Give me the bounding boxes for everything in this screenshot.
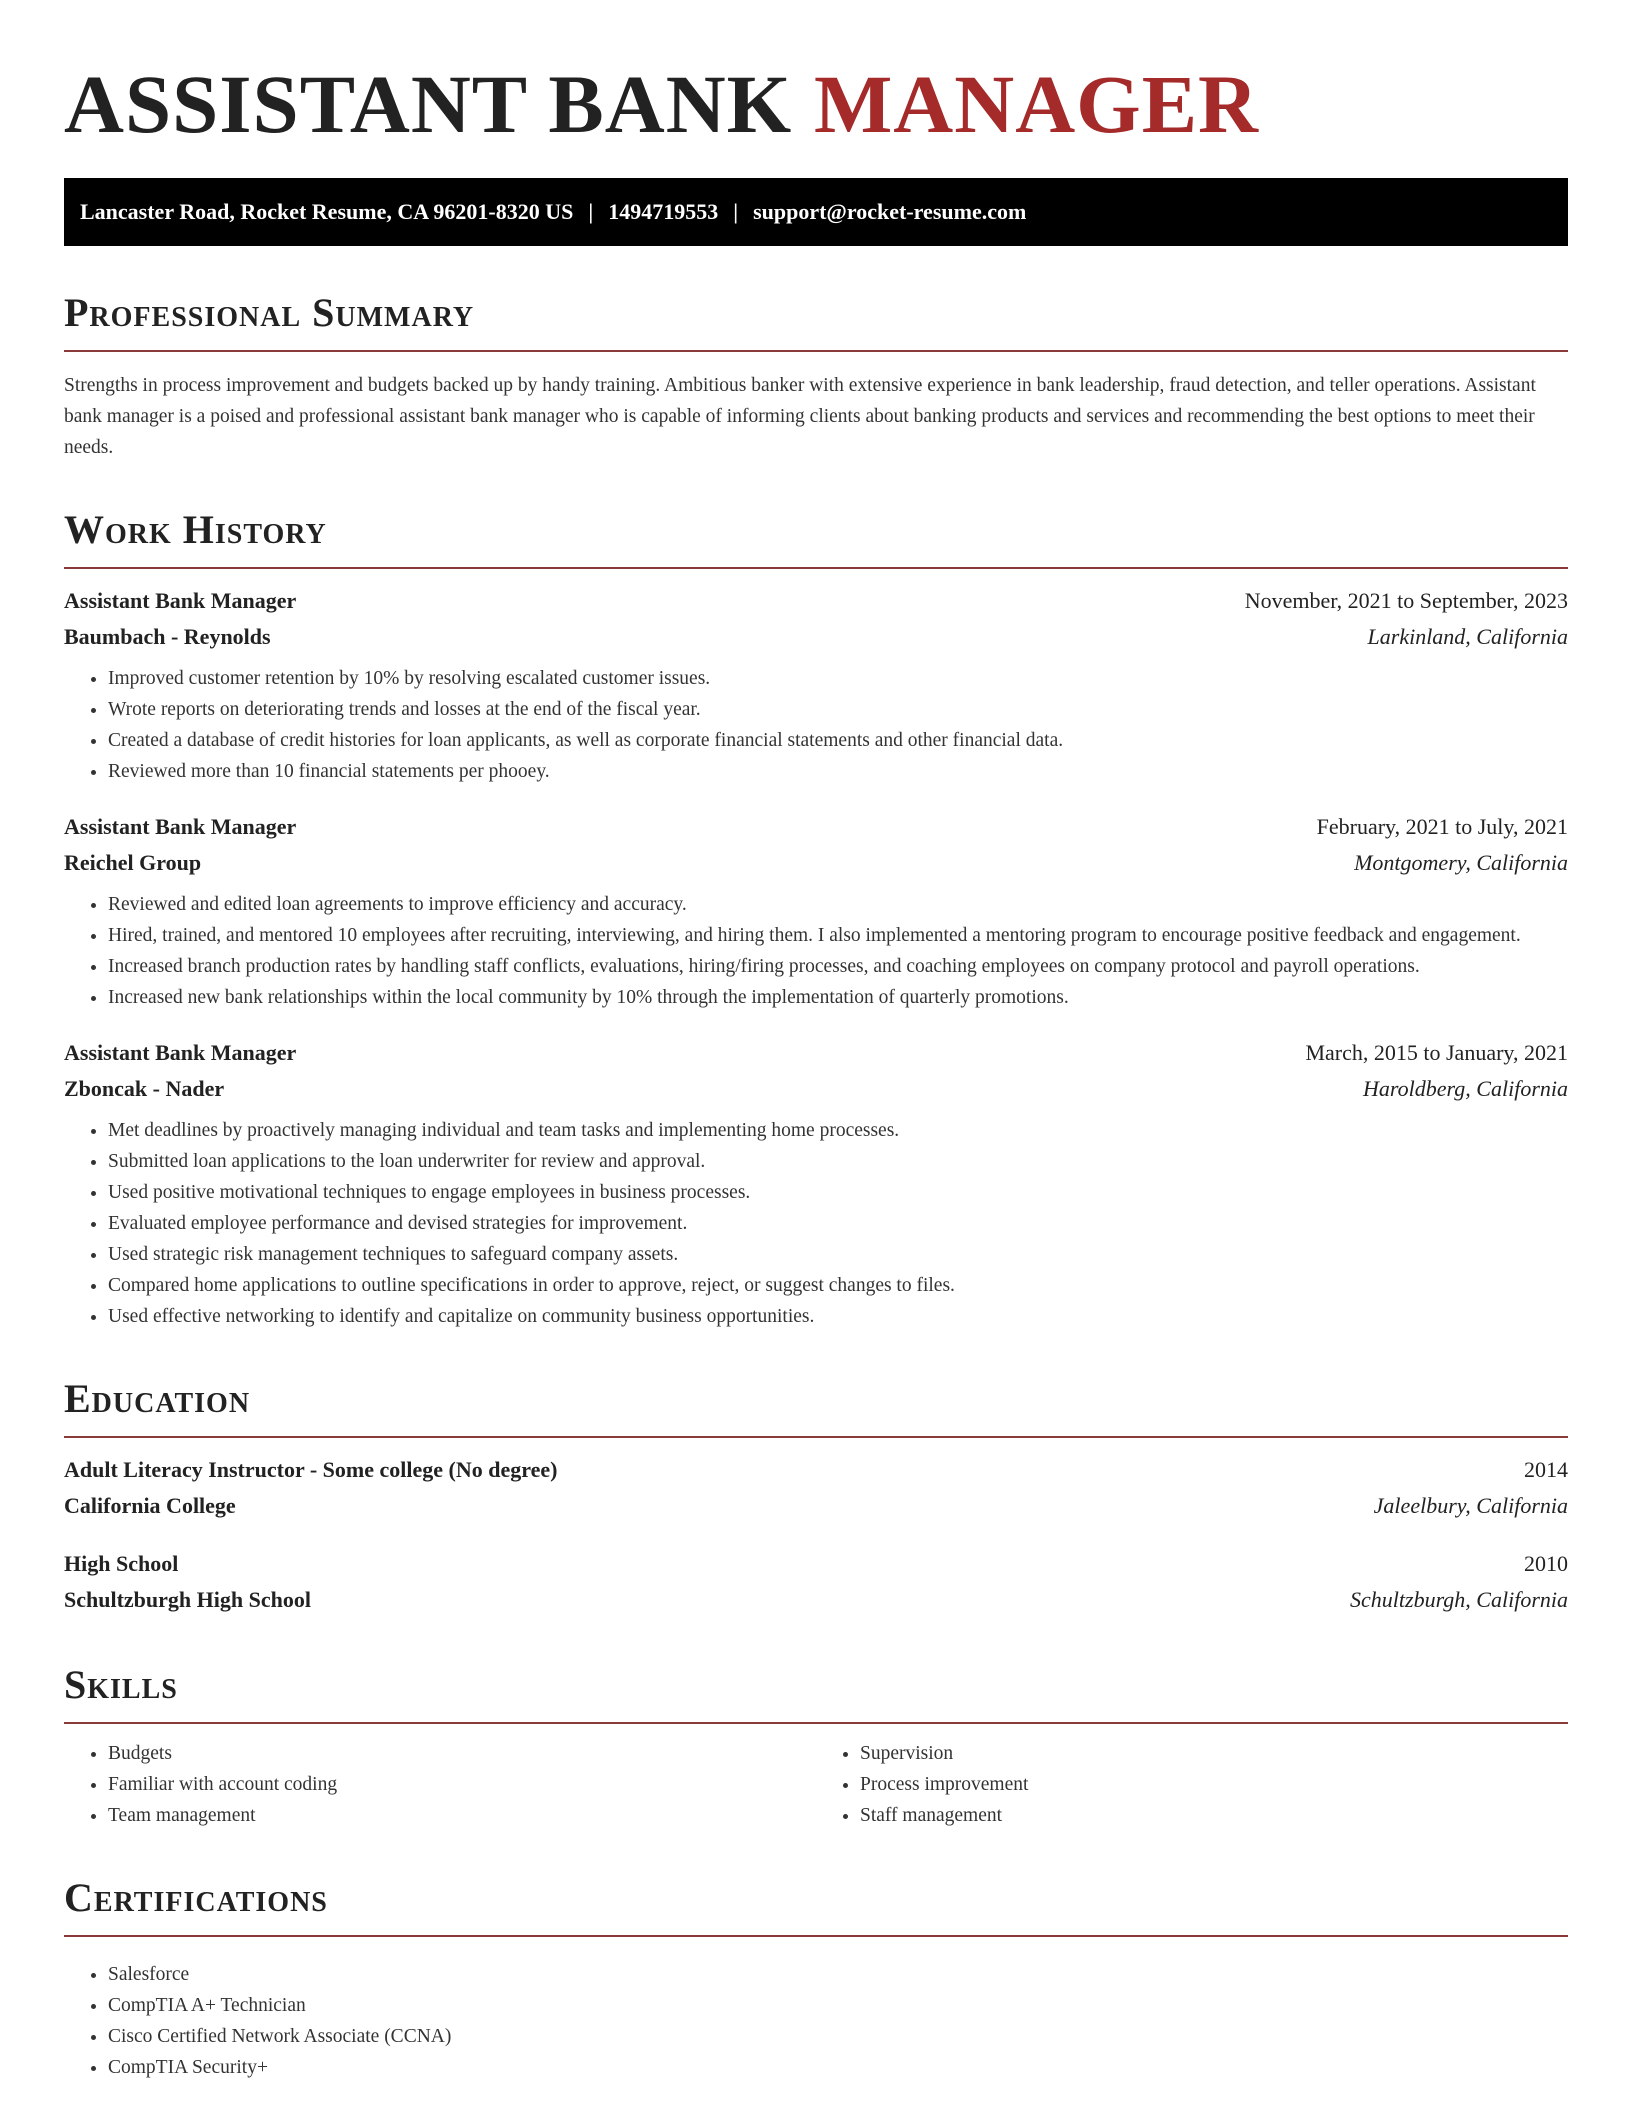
education-entry bbox=[64, 1452, 1568, 1524]
job-role: Assistant Bank Manager bbox=[64, 814, 297, 839]
certifications-list bbox=[64, 1959, 1568, 2083]
education-header-row bbox=[64, 1546, 1568, 1582]
resume-name-heading bbox=[64, 0, 1568, 152]
skill-item: • Supervision bbox=[860, 1738, 1568, 1769]
job-company: Zboncak - Nader bbox=[64, 1076, 225, 1101]
job-entry bbox=[64, 583, 1568, 787]
certification-item: • Cisco Certified Network Associate (CCNA) bbox=[108, 2021, 1568, 2052]
skill-item: • Team management bbox=[108, 1800, 816, 1831]
job-company: Baumbach - Reynolds bbox=[64, 624, 271, 649]
certification-item: • Salesforce bbox=[108, 1959, 1568, 1990]
job-bullet: • Submitted loan applications to the loan underwriter for review and approval. bbox=[108, 1146, 1568, 1177]
job-dates: November, 2021 to September, 2023 bbox=[1244, 588, 1568, 613]
skills-title: Skills bbox=[64, 1660, 1568, 1724]
job-location: Haroldberg, California bbox=[1363, 1076, 1568, 1101]
skill-item: • Process improvement bbox=[860, 1769, 1568, 1800]
job-location: Larkinland, California bbox=[1367, 624, 1568, 649]
education-year: 2014 bbox=[1524, 1457, 1568, 1482]
certification-item: • CompTIA A+ Technician bbox=[108, 1990, 1568, 2021]
education-list bbox=[64, 1438, 1568, 1618]
job-bullet: • Increased branch production rates by handling staff conflicts, evaluations, hiring/firing processes, and coaching employees on company protocol and payroll operations. bbox=[108, 951, 1568, 982]
job-company: Reichel Group bbox=[64, 850, 202, 875]
skills-list-left bbox=[64, 1738, 816, 1831]
work-list bbox=[64, 569, 1568, 1332]
education-location: Schultzburgh, California bbox=[1350, 1587, 1568, 1612]
skills-section bbox=[64, 1660, 1568, 1831]
job-bullet: • Created a database of credit histories for loan applicants, as well as corporate financial statements and other financial data. bbox=[108, 725, 1568, 756]
job-bullet: • Wrote reports on deteriorating trends and losses at the end of the fiscal year. bbox=[108, 694, 1568, 725]
job-company-row bbox=[64, 1071, 1568, 1107]
job-company-row bbox=[64, 619, 1568, 655]
contact-bar bbox=[64, 178, 1568, 246]
name-main: ASSISTANT BANK bbox=[64, 58, 793, 150]
contact-email: support@rocket-resume.com bbox=[753, 199, 1027, 224]
job-role: Assistant Bank Manager bbox=[64, 1040, 297, 1065]
education-school-row bbox=[64, 1582, 1568, 1618]
job-bullet: • Improved customer retention by 10% by resolving escalated customer issues. bbox=[108, 663, 1568, 694]
summary-section bbox=[64, 288, 1568, 463]
education-section bbox=[64, 1374, 1568, 1618]
work-history-section bbox=[64, 505, 1568, 1332]
contact-separator: | bbox=[588, 199, 594, 224]
job-bullet-list bbox=[64, 663, 1568, 787]
job-bullet: • Compared home applications to outline specifications in order to approve, reject, or suggest changes to files. bbox=[108, 1270, 1568, 1301]
certification-item: • CompTIA Security+ bbox=[108, 2052, 1568, 2083]
education-location: Jaleelbury, California bbox=[1373, 1493, 1568, 1518]
job-bullet: • Used positive motivational techniques to engage employees in business processes. bbox=[108, 1177, 1568, 1208]
job-header-row bbox=[64, 1035, 1568, 1071]
job-company-row bbox=[64, 845, 1568, 881]
job-bullet-list bbox=[64, 889, 1568, 1013]
work-history-title: Work History bbox=[64, 505, 1568, 569]
job-bullet: • Reviewed and edited loan agreements to improve efficiency and accuracy. bbox=[108, 889, 1568, 920]
job-bullet-list bbox=[64, 1115, 1568, 1332]
education-header-row bbox=[64, 1452, 1568, 1488]
job-entry bbox=[64, 1035, 1568, 1332]
job-bullet: • Evaluated employee performance and devised strategies for improvement. bbox=[108, 1208, 1568, 1239]
skill-item: • Budgets bbox=[108, 1738, 816, 1769]
job-dates: February, 2021 to July, 2021 bbox=[1316, 814, 1568, 839]
certifications-title: Certifications bbox=[64, 1873, 1568, 1937]
summary-text: Strengths in process improvement and budgets backed up by handy training. Ambitious banker with extensive experience in bank leadership, fraud detection, and teller operations. Assistant bank manager is a poised and professional assistant bank manager who is capable of informing clients about banking products and services and recommending the best options to meet their needs. bbox=[64, 375, 1536, 458]
job-header-row bbox=[64, 809, 1568, 845]
education-year: 2010 bbox=[1524, 1551, 1568, 1576]
skill-item: • Familiar with account coding bbox=[108, 1769, 816, 1800]
contact-phone: 1494719553 bbox=[608, 199, 719, 224]
education-school: California College bbox=[64, 1493, 236, 1518]
job-bullet: • Reviewed more than 10 financial statements per phooey. bbox=[108, 756, 1568, 787]
education-degree: High School bbox=[64, 1551, 179, 1576]
job-bullet: • Used effective networking to identify and capitalize on community business opportunities. bbox=[108, 1301, 1568, 1332]
certifications-section bbox=[64, 1873, 1568, 2083]
job-bullet: • Used strategic risk management techniques to safeguard company assets. bbox=[108, 1239, 1568, 1270]
job-dates: March, 2015 to January, 2021 bbox=[1305, 1040, 1568, 1065]
job-header-row bbox=[64, 583, 1568, 619]
education-title: Education bbox=[64, 1374, 1568, 1438]
skills-grid bbox=[64, 1724, 1568, 1831]
job-role: Assistant Bank Manager bbox=[64, 588, 297, 613]
contact-separator: | bbox=[733, 199, 739, 224]
name-accent: MANAGER bbox=[813, 58, 1259, 150]
job-location: Montgomery, California bbox=[1354, 850, 1568, 875]
education-entry bbox=[64, 1546, 1568, 1618]
education-school-row bbox=[64, 1488, 1568, 1524]
education-degree: Adult Literacy Instructor - Some college (No degree) bbox=[64, 1457, 558, 1482]
skill-item: • Staff management bbox=[860, 1800, 1568, 1831]
job-bullet: • Hired, trained, and mentored 10 employees after recruiting, interviewing, and hiring them. I also implemented a mentoring program to encourage positive feedback and engagement. bbox=[108, 920, 1568, 951]
contact-address: Lancaster Road, Rocket Resume, CA 96201-8320 US bbox=[80, 199, 574, 224]
education-school: Schultzburgh High School bbox=[64, 1587, 311, 1612]
job-entry bbox=[64, 809, 1568, 1013]
skills-list-right bbox=[816, 1738, 1568, 1831]
job-bullet: • Increased new bank relationships within the local community by 10% through the implementation of quarterly promotions. bbox=[108, 982, 1568, 1013]
summary-title: Professional Summary bbox=[64, 288, 1568, 352]
job-bullet: • Met deadlines by proactively managing individual and team tasks and implementing home processes. bbox=[108, 1115, 1568, 1146]
